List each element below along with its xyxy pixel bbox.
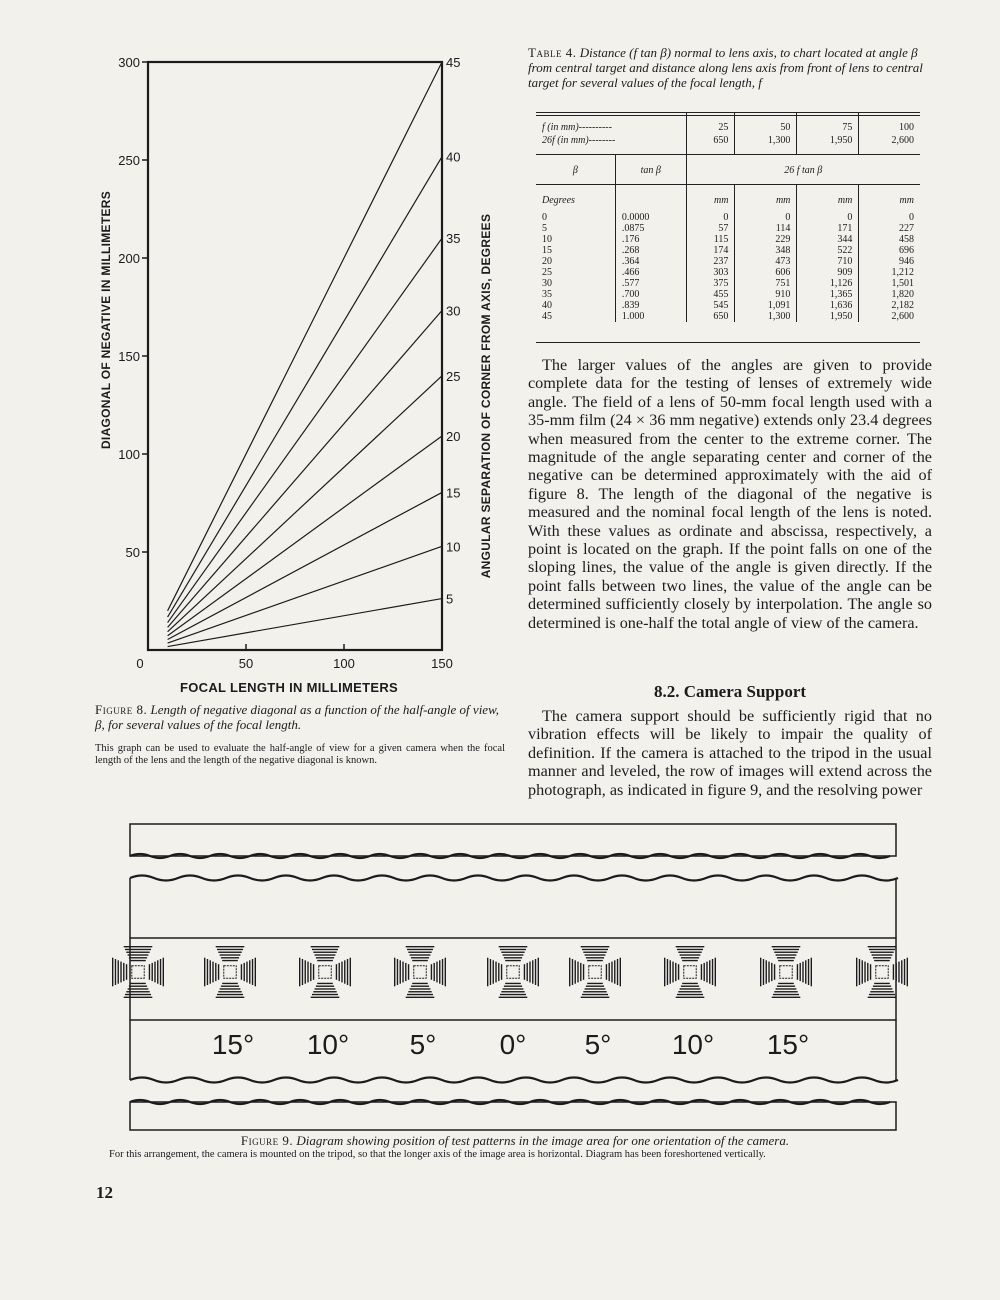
wavy-break-line <box>130 1078 898 1083</box>
series-line-25 <box>168 376 442 632</box>
body-paragraph: The larger values of the angles are given to provide complete data for the testing of lenses of extremely wide angle. The field of a lens of 50-mm focal length used with a 35-mm film (24 × 36 mm negative) extends only 23.4 degrees when measured from the center to the extreme corner. The magnitude of the angle separating center and corner of the negative can be determined approximately with the aid of figure 8. The length of the diagonal of the negative is measured and the nominal focal length of the lens is noted. With these values as ordinate and abscissa, respectively, a point is located on the graph. If the point falls on one of the sloping lines, the value of the angle is given directly. If the point falls between two lines, the value of the angle can be determined sufficiently closely by interpolation. The angle so determined is one-half the total angle of view of the camera. <box>528 356 932 632</box>
figure-9-caption-text: Diagram showing position of test patterns in the image area for one orientation of the camera. <box>296 1133 790 1148</box>
table-cell: 0 <box>686 212 735 223</box>
table-cell: 227 <box>859 223 920 234</box>
table-cell: 696 <box>859 245 920 256</box>
table-cell: 348 <box>735 245 797 256</box>
table-unit-cell: mm <box>859 185 920 213</box>
series-label: 5 <box>446 591 454 607</box>
angle-label: 5° <box>584 1029 612 1060</box>
series-line-40 <box>168 157 442 617</box>
table-cell: .0875 <box>615 223 686 234</box>
series-label: 10 <box>446 539 461 555</box>
table-cell: 650 <box>686 135 735 155</box>
table-row <box>536 223 920 234</box>
table-4-label: Table 4. <box>528 45 577 60</box>
table-cell: 0 <box>859 212 920 223</box>
y-tick-label: 50 <box>125 545 140 560</box>
bottom-strip <box>130 1102 896 1130</box>
table-cell: 545 <box>686 300 735 311</box>
table-row <box>536 278 920 289</box>
table-row <box>536 212 920 223</box>
figure-9-caption <box>100 1133 930 1149</box>
table-cell: 25 <box>542 267 552 278</box>
table-unit-cell: Degrees <box>542 195 575 206</box>
wavy-break-line <box>130 876 898 881</box>
table-4 <box>536 112 920 322</box>
y-tick-label: 100 <box>118 447 140 462</box>
table-cell: 1,950 <box>797 135 859 155</box>
table-cell: 45 <box>542 311 552 322</box>
table-cell: 0.0000 <box>615 212 686 223</box>
test-pattern <box>569 946 621 998</box>
secondary-axis-title: ANGULAR SEPARATION OF CORNER FROM AXIS, DEGREES <box>479 213 493 579</box>
angle-label: 0° <box>499 1029 527 1060</box>
table-cell: 0 <box>542 212 547 223</box>
table-cell: 522 <box>797 245 859 256</box>
series-label: 15 <box>446 485 461 501</box>
table-cell: 50 <box>735 112 797 135</box>
table-header-tan: tan β <box>615 155 686 185</box>
table-cell: 174 <box>686 245 735 256</box>
table-cell: 1,820 <box>859 289 920 300</box>
test-pattern <box>394 946 446 998</box>
table-cell: 75 <box>797 112 859 135</box>
table-row <box>536 267 920 278</box>
series-label: 45 <box>446 55 461 70</box>
table-unit-cell: mm <box>686 185 735 213</box>
table-row <box>536 234 920 245</box>
table-cell: 2,600 <box>859 311 920 322</box>
test-pattern <box>487 946 539 998</box>
table-row <box>536 300 920 311</box>
table-cell: 909 <box>797 267 859 278</box>
table-cell: 375 <box>686 278 735 289</box>
series-line-35 <box>168 238 442 622</box>
table-cell: 100 <box>859 112 920 135</box>
angle-label: 15° <box>766 1029 810 1060</box>
table-cell: 229 <box>735 234 797 245</box>
table-unit-cell: mm <box>797 185 859 213</box>
table-cell: .176 <box>615 234 686 245</box>
angle-label: 15° <box>211 1029 255 1060</box>
page-number: 12 <box>96 1183 113 1202</box>
table-cell: 40 <box>542 300 552 311</box>
test-pattern <box>856 946 908 998</box>
table-cell: 114 <box>735 223 797 234</box>
table-cell: .364 <box>615 256 686 267</box>
table-cell: 1,950 <box>797 311 859 322</box>
x-axis-title: FOCAL LENGTH IN MILLIMETERS <box>180 680 399 695</box>
table-cell: 1,300 <box>735 135 797 155</box>
chart-tick-labels <box>118 55 453 671</box>
test-pattern <box>760 946 812 998</box>
table-cell: 606 <box>735 267 797 278</box>
table-cell: 458 <box>859 234 920 245</box>
test-pattern <box>664 946 716 998</box>
series-label: 20 <box>446 428 461 444</box>
table-cell: 1,126 <box>797 278 859 289</box>
figure-8-chart <box>90 40 510 700</box>
section-heading: 8.2. Camera Support <box>653 682 807 701</box>
table-units-row <box>536 185 920 213</box>
table-cell: 1,300 <box>735 311 797 322</box>
figure-9-label: Figure 9. <box>240 1133 294 1148</box>
figure-8-note: This graph can be used to evaluate the half-angle of view for a given camera when the focal length of the lens and the length of the negative diagonal is known. <box>95 743 505 766</box>
table-header-beta: β <box>536 155 615 185</box>
figure-8-caption <box>95 702 505 732</box>
table-row <box>536 289 920 300</box>
angle-label: 10° <box>306 1029 350 1060</box>
table-bottom-rule <box>536 342 920 343</box>
test-pattern-row <box>112 946 908 998</box>
table-cell: 15 <box>542 245 552 256</box>
table-row <box>536 245 920 256</box>
table-cell: 30 <box>542 278 552 289</box>
table-cell: 1.000 <box>615 311 686 322</box>
table-cell: .466 <box>615 267 686 278</box>
angle-label: 10° <box>671 1029 715 1060</box>
angle-labels <box>212 1029 809 1060</box>
table-cell: 57 <box>686 223 735 234</box>
table-4-caption-text: Distance (f tan β) normal to lens axis, to chart located at angle β from central target and distance along lens axis from front of lens to central target for several values of the focal length, f <box>528 45 923 90</box>
test-pattern <box>112 946 164 998</box>
table-cell: 115 <box>686 234 735 245</box>
series-line-45 <box>168 62 442 611</box>
figure-8-caption-text: Length of negative diagonal as a function of the half-angle of view, β, for several values of the focal length. <box>95 702 500 732</box>
table-cell: 20 <box>542 256 552 267</box>
table-f-label: f (in mm)---------- <box>542 122 612 133</box>
x-tick-label: 50 <box>238 656 254 671</box>
table-cell: 1,365 <box>797 289 859 300</box>
table-cell: 35 <box>542 289 552 300</box>
table-row <box>536 311 920 322</box>
series-label: 25 <box>446 368 461 384</box>
angle-label: 5° <box>409 1029 437 1060</box>
x-tick-label: 150 <box>431 656 453 671</box>
table-cell: 1,091 <box>735 300 797 311</box>
table-cell: 910 <box>735 289 797 300</box>
table-cell: 946 <box>859 256 920 267</box>
table-26f-label: 26f (in mm)-------- <box>542 135 616 146</box>
table-unit-cell: mm <box>735 185 797 213</box>
table-unit-cell <box>615 185 686 213</box>
table-cell: 650 <box>686 311 735 322</box>
table-cell: 2,600 <box>859 135 920 155</box>
figure-9-note: For this arrangement, the camera is mounted on the tripod, so that the longer axis of the image area is horizontal. Diagram has been foreshortened vertically. <box>109 1149 766 1160</box>
test-pattern <box>299 946 351 998</box>
series-line-30 <box>168 311 442 628</box>
table-cell: .700 <box>615 289 686 300</box>
series-line-10 <box>168 546 442 643</box>
table-cell: 171 <box>797 223 859 234</box>
table-cell: 0 <box>797 212 859 223</box>
y-tick-label: 300 <box>118 55 140 70</box>
figure-8-label: Figure 8. <box>95 702 148 717</box>
table-cell: 10 <box>542 234 552 245</box>
series-label: 35 <box>446 231 461 247</box>
x-tick-label: 0 <box>136 656 144 671</box>
table-cell: 344 <box>797 234 859 245</box>
table-cell: 1,212 <box>859 267 920 278</box>
table-cell: .577 <box>615 278 686 289</box>
table-cell: .839 <box>615 300 686 311</box>
table-cell: 0 <box>735 212 797 223</box>
figure-9-diagram <box>128 822 898 1132</box>
table-cell: 710 <box>797 256 859 267</box>
table-cell: 1,501 <box>859 278 920 289</box>
table-cell: 25 <box>686 112 735 135</box>
y-tick-label: 250 <box>118 153 140 168</box>
y-tick-label: 150 <box>118 349 140 364</box>
chart-series-lines <box>168 55 461 647</box>
table-header-group: 26 f tan β <box>686 155 920 185</box>
table-cell: 5 <box>542 223 547 234</box>
series-label: 40 <box>446 149 461 165</box>
table-cell: .268 <box>615 245 686 256</box>
series-label: 30 <box>446 303 461 319</box>
table-cell: 2,182 <box>859 300 920 311</box>
table-row <box>536 256 920 267</box>
series-line-15 <box>168 492 442 639</box>
table-cell: 751 <box>735 278 797 289</box>
table-cell: 473 <box>735 256 797 267</box>
top-strip <box>130 824 896 856</box>
table-cell: 455 <box>686 289 735 300</box>
body-paragraph: The camera support should be sufficiently rigid that no vibration effects will be likely to impair the quality of definition. If the camera is attached to the tripod in the usual manner and leveled, the row of images will extend across the photograph, as indicated in figure 9, and the resolving power <box>528 707 932 799</box>
table-cell: 1,636 <box>797 300 859 311</box>
test-pattern <box>204 946 256 998</box>
y-axis-title: DIAGONAL OF NEGATIVE IN MILLIMETERS <box>99 190 113 450</box>
table-4-caption <box>528 45 930 90</box>
x-tick-label: 100 <box>333 656 355 671</box>
table-cell: 303 <box>686 267 735 278</box>
table-cell: 237 <box>686 256 735 267</box>
y-tick-label: 200 <box>118 251 140 266</box>
